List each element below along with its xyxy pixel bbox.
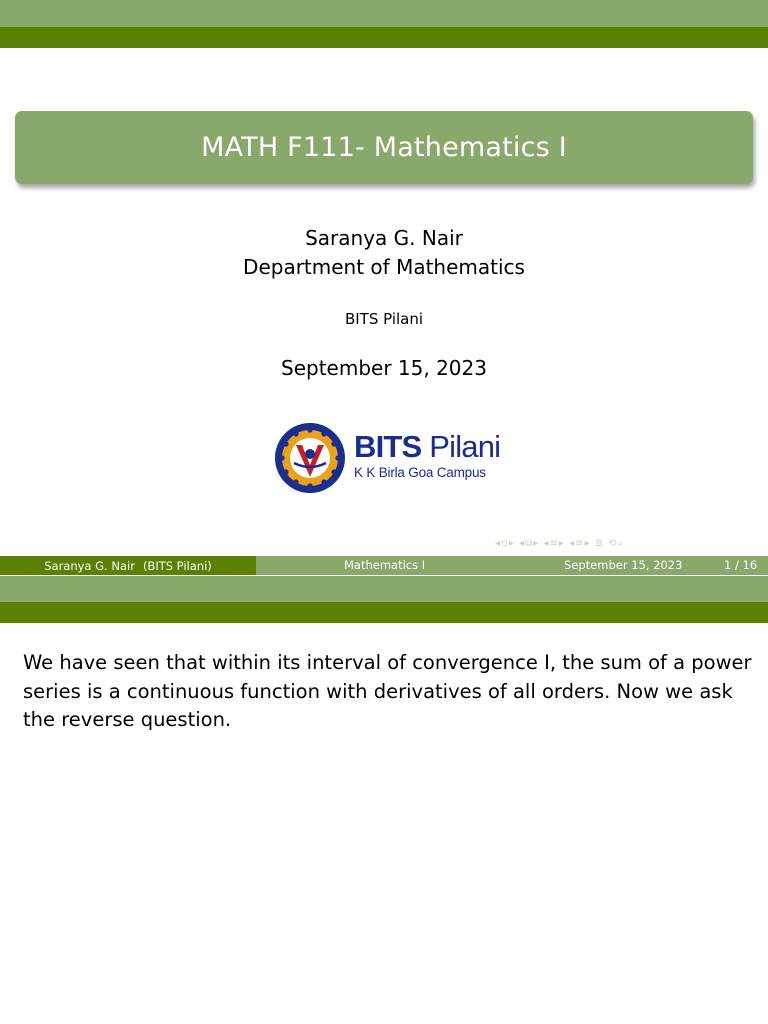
author-block bbox=[0, 224, 768, 282]
footer-info-block bbox=[256, 556, 768, 575]
footer-institute: (BITS Pilani) bbox=[142, 558, 212, 573]
header-band-light bbox=[0, 0, 768, 27]
beamer-nav-symbols[interactable] bbox=[495, 538, 763, 552]
header-band-light bbox=[0, 576, 768, 603]
author-name: Saranya G. Nair bbox=[305, 226, 463, 250]
nav-search-icon[interactable]: ⟲⌕ bbox=[608, 538, 625, 549]
nav-right-arrow-icon[interactable]: ▸ bbox=[558, 538, 565, 549]
bits-emblem-icon bbox=[274, 421, 346, 495]
nav-left-arrow-icon[interactable]: ◂ bbox=[543, 538, 550, 549]
nav-left-arrow-icon[interactable]: ◂ bbox=[569, 538, 576, 549]
presentation-date: September 15, 2023 bbox=[281, 356, 487, 380]
logo-name-bold: BITS bbox=[354, 429, 422, 464]
nav-right-arrow-icon[interactable]: ▸ bbox=[508, 538, 515, 549]
logo-campus: K K Birla Goa Campus bbox=[354, 465, 486, 480]
institute-name: BITS Pilani bbox=[344, 310, 424, 328]
department-name: Department of Mathematics bbox=[243, 255, 525, 279]
bits-logo bbox=[274, 421, 501, 497]
nav-align-icon[interactable]: ≣ bbox=[594, 538, 605, 549]
slide-footer bbox=[0, 556, 768, 575]
footer-author-block bbox=[0, 556, 256, 575]
nav-left-arrow-icon[interactable]: ◂ bbox=[495, 538, 502, 549]
footer-short-title: Mathematics I bbox=[344, 558, 426, 572]
footer-author: Saranya G. Nair bbox=[44, 558, 135, 573]
nav-right-arrow-icon[interactable]: ▸ bbox=[584, 538, 591, 549]
body-paragraph: We have seen that within its interval of convergence I, the sum of a power series is a continuous function with derivatives of all orders. Now we ask the reverse question. bbox=[23, 651, 752, 731]
nav-right-arrow-icon[interactable]: ▸ bbox=[533, 538, 540, 549]
nav-section-icon[interactable]: ≡ bbox=[549, 538, 559, 549]
header-band-dark bbox=[0, 602, 768, 623]
title-box bbox=[15, 111, 753, 184]
nav-left-arrow-icon[interactable]: ◂ bbox=[519, 538, 526, 549]
nav-frame-icon[interactable]: ▫ bbox=[501, 538, 509, 549]
content-slide bbox=[0, 576, 768, 1024]
logo-name-rest: Pilani bbox=[421, 429, 501, 464]
slide-title: MATH F111- Mathematics I bbox=[201, 132, 567, 163]
nav-section-icon[interactable]: ≡ bbox=[575, 538, 585, 549]
nav-subsection-icon[interactable]: ⧉ bbox=[525, 538, 534, 549]
logo-name bbox=[354, 429, 500, 465]
footer-date: September 15, 2023 bbox=[564, 558, 683, 572]
footer-page-number: 1 / 16 bbox=[724, 558, 758, 572]
header-band-dark bbox=[0, 27, 768, 48]
